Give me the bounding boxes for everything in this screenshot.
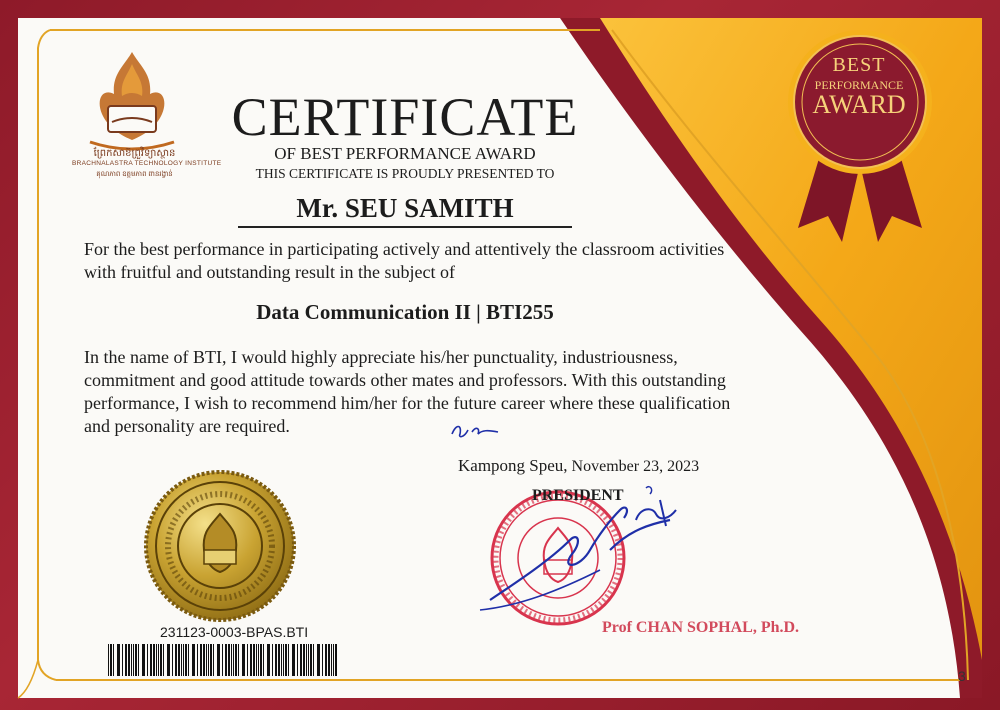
barcode-bar [150, 644, 152, 676]
barcode-bar [210, 644, 212, 676]
certificate-title: CERTIFICATE [231, 87, 579, 147]
badge-line-performance: PERFORMANCE [814, 78, 904, 92]
barcode-bar [300, 644, 302, 676]
barcode-bar [167, 644, 170, 676]
barcode-bar [258, 644, 259, 676]
barcode-bar [128, 644, 130, 676]
barcode-bar [235, 644, 237, 676]
barcode-bar [228, 644, 230, 676]
barcode-bar [250, 644, 252, 676]
barcode-bar [122, 644, 123, 676]
barcode-bar [117, 644, 120, 676]
subject-name: Data Communication II | BTI255 [256, 300, 554, 324]
badge-line-best: BEST [832, 54, 886, 76]
barcode-bar [217, 644, 220, 676]
barcode-bar [325, 644, 327, 676]
barcode-bar [281, 644, 282, 676]
barcode-bar [181, 644, 182, 676]
barcode-bar [306, 644, 307, 676]
certificate-number: 231123-0003-BPAS.BTI [160, 624, 309, 640]
barcode-bar [242, 644, 245, 676]
barcode-bar [156, 644, 157, 676]
barcode-bar [135, 644, 137, 676]
barcode-bar [158, 644, 159, 676]
barcode-bar [183, 644, 184, 676]
president-label: PRESIDENT [532, 487, 624, 504]
barcode-bar [110, 644, 112, 676]
barcode-bar [278, 644, 280, 676]
barcode-bar [308, 644, 309, 676]
barcode-bar [313, 644, 314, 676]
barcode-bar [153, 644, 155, 676]
barcode-bar [160, 644, 162, 676]
barcode-bar [331, 644, 332, 676]
barcode-bar [225, 644, 227, 676]
barcode-bar [285, 644, 287, 676]
page-number: 3 [958, 668, 966, 684]
barcode-bar [310, 644, 312, 676]
barcode-bar [231, 644, 232, 676]
barcode-bar [142, 644, 145, 676]
badge-line-award: AWARD [812, 90, 906, 119]
barcode [108, 644, 338, 676]
barcode-bar [233, 644, 234, 676]
recipient-name: Mr. SEU SAMITH [296, 193, 514, 223]
barcode-bar [172, 644, 173, 676]
barcode-bar [222, 644, 223, 676]
barcode-bar [133, 644, 134, 676]
barcode-bar [147, 644, 148, 676]
barcode-bar [108, 644, 109, 676]
logo-motto: គុណភាព ឧត្តមភាព ពានរង្វាន់ [96, 170, 173, 178]
issue-place-date [458, 456, 699, 476]
barcode-bar [188, 644, 189, 676]
barcode-bar [138, 644, 139, 676]
issue-place: Kampong Speu, [458, 456, 568, 475]
recipient-underline [238, 226, 572, 228]
barcode-bar [208, 644, 209, 676]
barcode-bar [113, 644, 114, 676]
barcode-bar [203, 644, 205, 676]
barcode-bar [253, 644, 255, 676]
barcode-bar [322, 644, 323, 676]
barcode-bar [333, 644, 334, 676]
barcode-bar [213, 644, 214, 676]
barcode-bar [263, 644, 264, 676]
issue-date: November 23, 2023 [571, 458, 700, 475]
barcode-bar [267, 644, 270, 676]
recommendation-paragraph: In the name of BTI, I would highly appreciate his/her punctuality, industriousness, commitment and good attitude towards other mates and professors. With this outstanding performance, I wish to recommend him/her for the future career where these qualification and personality are required. [84, 347, 731, 436]
barcode-bar [247, 644, 248, 676]
barcode-bar [297, 644, 298, 676]
gold-seal [140, 466, 300, 626]
logo-khmer-name: ព្រែកសាខ៊ព្រួវិទ្យាស្ថាន [93, 148, 176, 159]
award-reason-paragraph: For the best performance in participating actively and attentively the classroom activities with fruitful and outstanding result in the subject of [84, 239, 725, 282]
barcode-bar [206, 644, 207, 676]
certificate-subtitle: OF BEST PERFORMANCE AWARD [274, 144, 536, 163]
barcode-bar [275, 644, 277, 676]
president-signature [460, 480, 710, 630]
barcode-bar [260, 644, 262, 676]
barcode-bar [303, 644, 305, 676]
barcode-bar [335, 644, 337, 676]
barcode-bar [200, 644, 202, 676]
barcode-bar [192, 644, 195, 676]
barcode-bar [131, 644, 132, 676]
barcode-bar [175, 644, 177, 676]
barcode-bar [256, 644, 257, 676]
barcode-bar [288, 644, 289, 676]
barcode-bar [163, 644, 164, 676]
barcode-bar [317, 644, 320, 676]
barcode-bar [283, 644, 284, 676]
barcode-bar [328, 644, 330, 676]
barcode-bar [238, 644, 239, 676]
barcode-bar [185, 644, 187, 676]
barcode-bar [197, 644, 198, 676]
barcode-bar [272, 644, 273, 676]
signer-name: Prof CHAN SOPHAL, Ph.D. [602, 619, 800, 636]
barcode-bar [125, 644, 127, 676]
logo-english-name: BRACHNALASTRA TECHNOLOGY INSTITUTE [72, 160, 222, 167]
barcode-bar [178, 644, 180, 676]
initials-mark [448, 420, 508, 442]
presented-line: THIS CERTIFICATE IS PROUDLY PRESENTED TO [255, 166, 555, 181]
barcode-bar [292, 644, 295, 676]
